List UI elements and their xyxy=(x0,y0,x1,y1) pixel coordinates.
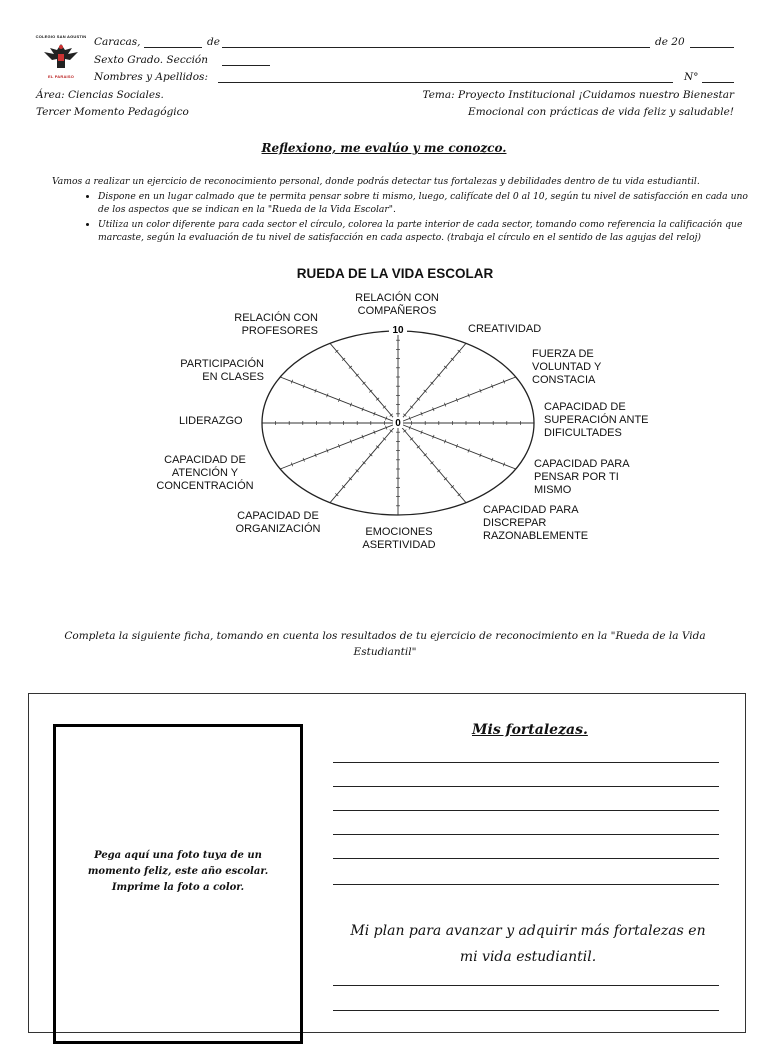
names-field[interactable] xyxy=(218,82,673,83)
theme-line-1: Tema: Proyecto Institucional ¡Cuidamos nuestro Bienestar xyxy=(422,89,734,101)
de-label: de xyxy=(207,36,220,48)
wheel-label-voluntad: FUERZA DE VOLUNTAD Y CONSTACIA xyxy=(532,348,602,386)
wheel-label-companeros: RELACIÓN CON COMPAÑEROS xyxy=(355,292,439,317)
wheel-label-organizacion: CAPACIDAD DE ORGANIZACIÓN xyxy=(235,510,321,535)
wheel-max-label: 10 xyxy=(392,325,404,336)
instruction-list xyxy=(86,190,748,246)
intro-text: Vamos a realizar un ejercicio de reconocimiento personal, donde podrás detectar tus fortalezas y debilidades dentro de tu vida estudiantil. xyxy=(52,176,700,187)
strengths-line[interactable] xyxy=(333,884,719,885)
strengths-line[interactable] xyxy=(333,810,719,811)
names-label: Nombres y Apellidos: xyxy=(94,71,208,83)
wheel-label-atencion: CAPACIDAD DE ATENCIÓN Y CONCENTRACIÓN xyxy=(156,454,254,492)
moment-label: Tercer Momento Pedagógico xyxy=(36,106,189,118)
logo-bottom-text: EL PARAISO xyxy=(47,74,75,79)
wheel-label-emociones: EMOCIONES ASERTIVIDAD xyxy=(362,526,436,551)
complete-instruction: Completa la siguiente ficha, tomando en cuenta los resultados de tu ejercicio de reconocimiento en la "Rueda de la Vida Estudiantil" xyxy=(64,630,706,658)
wheel-label-liderazgo: LIDERAZGO xyxy=(179,415,243,427)
section-title: Reflexiono, me evalúo y me conozco. xyxy=(261,141,507,155)
school-logo xyxy=(32,34,90,82)
section-field[interactable] xyxy=(222,65,270,66)
strengths-title: Mis fortalezas. xyxy=(472,722,588,738)
wheel-label-superacion: CAPACIDAD DE SUPERACIÓN ANTE DIFICULTADES xyxy=(544,401,649,439)
area-label: Área: Ciencias Sociales. xyxy=(36,89,164,101)
day-field[interactable] xyxy=(144,47,202,48)
number-label: N° xyxy=(684,71,699,83)
number-field[interactable] xyxy=(702,82,734,83)
city-label: Caracas, xyxy=(94,36,141,48)
wheel-title: RUEDA DE LA VIDA ESCOLAR xyxy=(296,266,494,281)
year-label: de 20 xyxy=(655,36,685,48)
wheel-label-pensar: CAPACIDAD PARA PENSAR POR TI MISMO xyxy=(534,458,629,496)
wheel-label-participacion: PARTICIPACIÓN EN CLASES xyxy=(180,358,264,383)
month-field[interactable] xyxy=(222,47,650,48)
grade-label: Sexto Grado. Sección xyxy=(94,54,209,66)
wheel-label-creatividad: CREATIVIDAD xyxy=(468,323,542,335)
wheel-center-label: 0 xyxy=(395,418,401,429)
strengths-line[interactable] xyxy=(333,858,719,859)
photo-instruction: Pega aquí una foto tuya de un momento feliz, este año escolar. Imprime la foto a color. xyxy=(87,850,269,893)
instruction-item: • Utiliza un color diferente para cada sector el círculo, colorea la parte interior de cada sector, tomando como referencia la calificación que marcaste, según la evaluación de tu nivel de satisfacción en cada aspecto. (trabaja el círculo en el sentido de las agujas del reloj) xyxy=(98,218,748,244)
instruction-item: • Dispone en un lugar calmado que te permita pensar sobre ti mismo, luego, califícate del 0 al 10, según tu nivel de satisfacción en cada uno de los aspectos que se indican en la "Rueda de la Vida Escolar". xyxy=(98,190,748,216)
strengths-line[interactable] xyxy=(333,786,719,787)
logo-top-text: COLEGIO SAN AGUSTIN xyxy=(35,34,87,39)
year-field[interactable] xyxy=(690,47,734,48)
eagle-crest-icon xyxy=(32,40,90,74)
wheel-label-discrepar: CAPACIDAD PARA DISCREPAR RAZONABLEMENTE xyxy=(483,504,589,542)
plan-title: Mi plan para avanzar y adquirir más fortalezas en mi vida estudiantil. xyxy=(350,923,706,965)
theme-line-2: Emocional con prácticas de vida feliz y saludable! xyxy=(468,106,734,118)
strengths-line[interactable] xyxy=(333,762,719,763)
life-wheel-chart xyxy=(255,320,545,520)
strengths-line[interactable] xyxy=(333,834,719,835)
wheel-label-profesores: RELACIÓN CON PROFESORES xyxy=(234,312,318,337)
plan-line[interactable] xyxy=(333,985,719,986)
plan-line[interactable] xyxy=(333,1010,719,1011)
